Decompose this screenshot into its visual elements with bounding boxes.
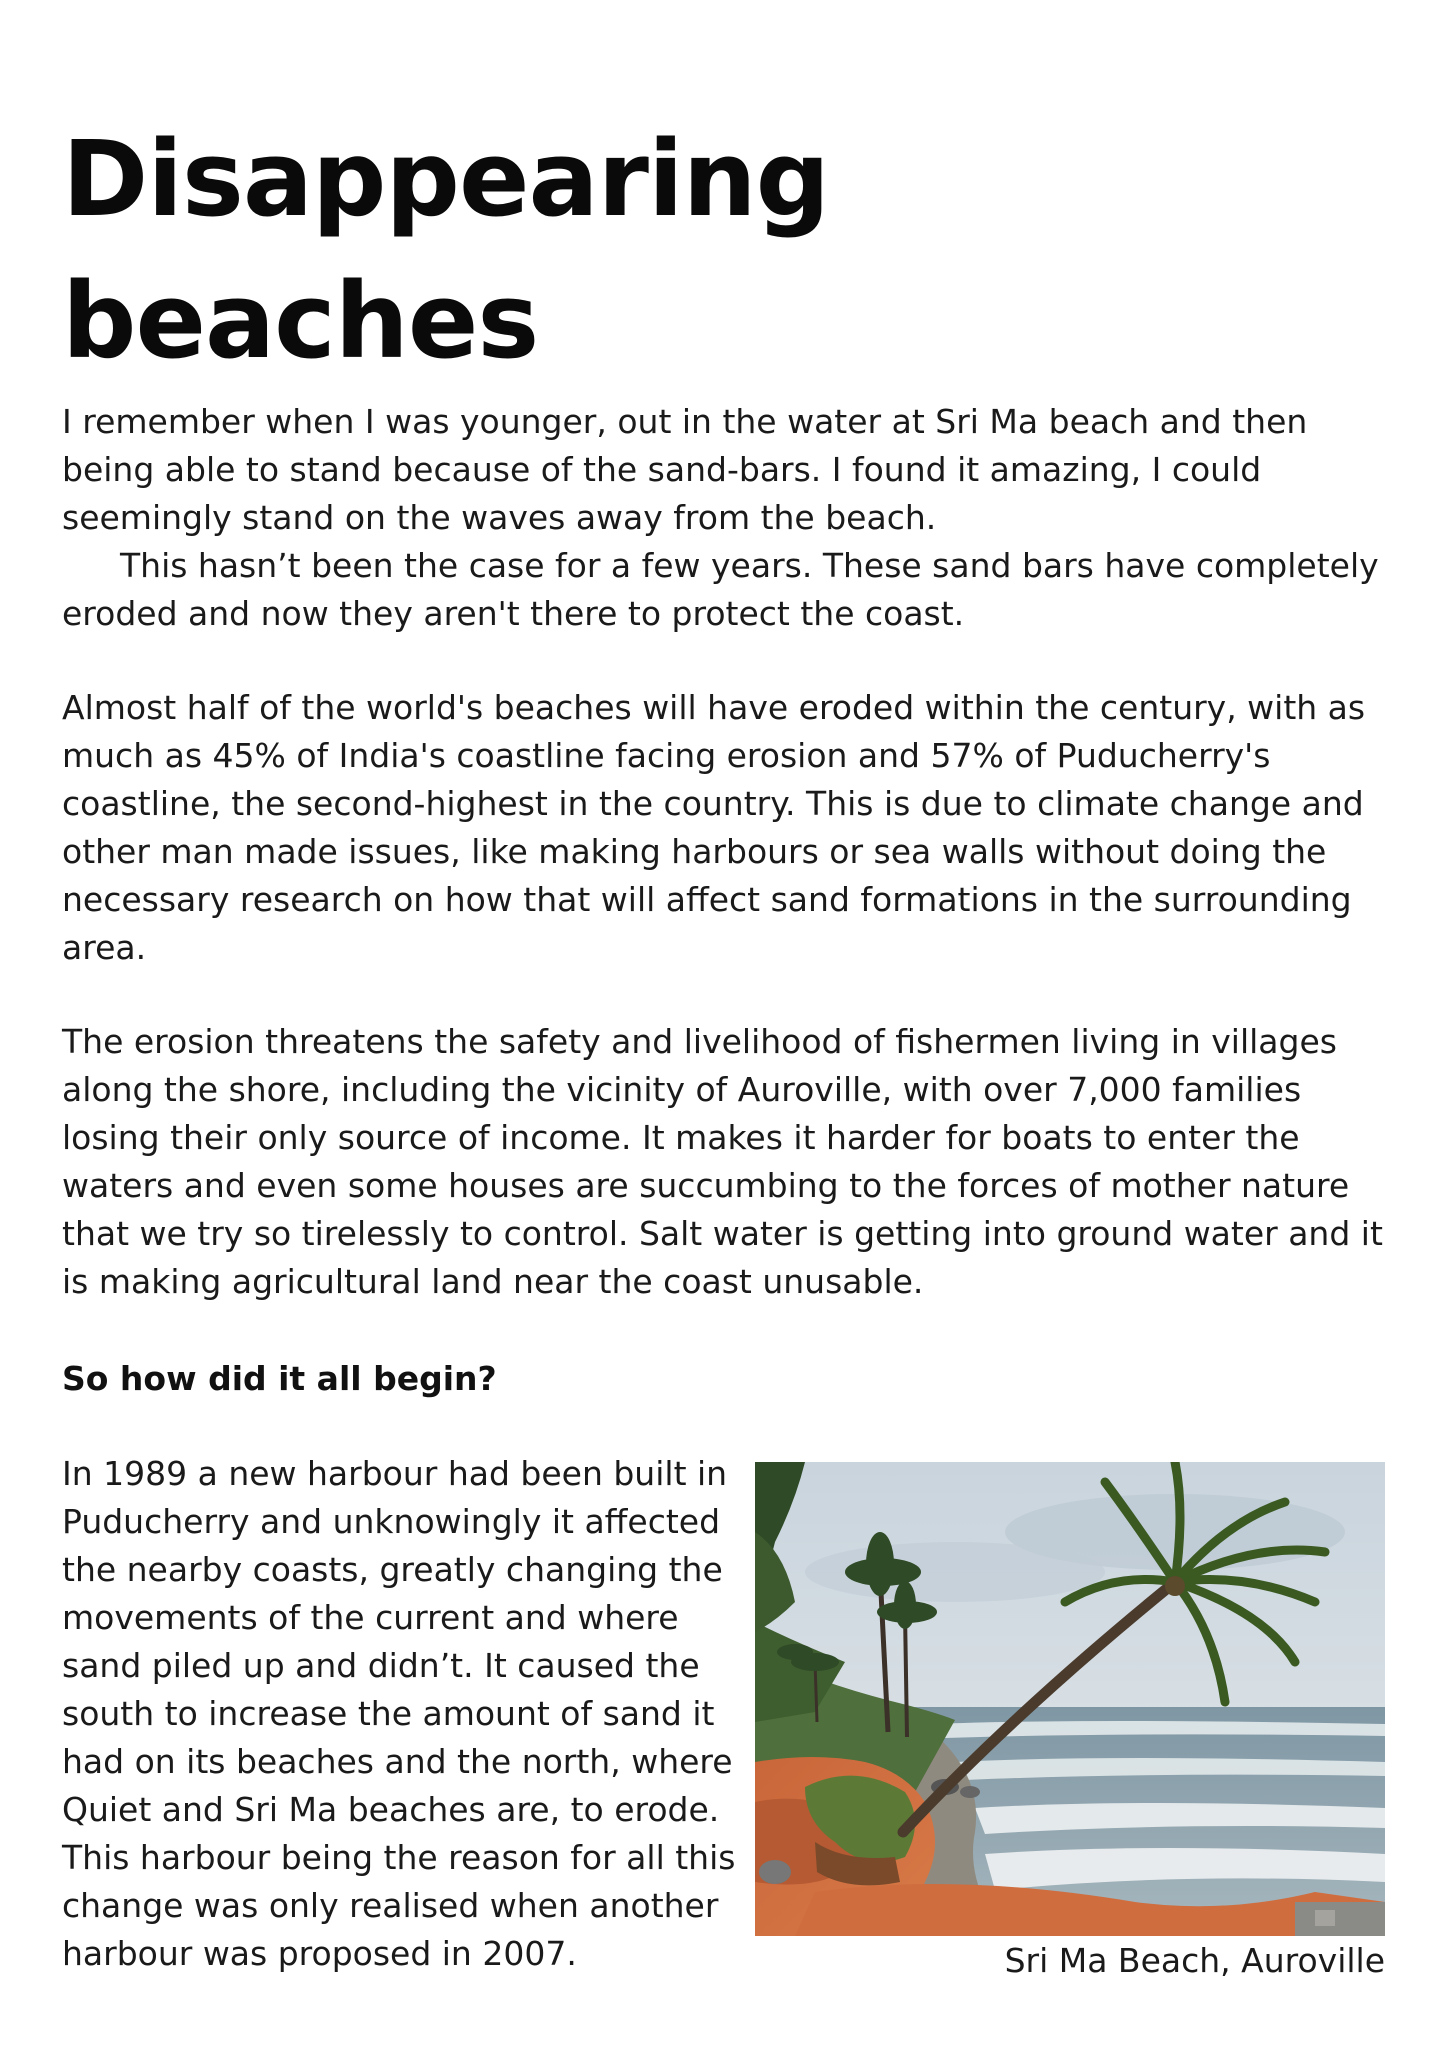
text-line: south to increase the amount of sand it xyxy=(62,1694,715,1733)
text-line: losing their only source of income. It makes it harder for boats to enter the xyxy=(62,1118,1300,1157)
text-line: being able to stand because of the sand-bars. I found it amazing, I could xyxy=(62,450,1262,489)
text-line: This harbour being the reason for all this xyxy=(62,1838,736,1877)
text-line: area. xyxy=(62,928,147,967)
text-line: seemingly stand on the waves away from the beach. xyxy=(62,498,937,537)
text-line: Puducherry and unknowingly it affected xyxy=(62,1502,721,1541)
intro-paragraph xyxy=(62,398,1379,638)
text-line: sand piled up and didn’t. It caused the xyxy=(62,1646,700,1685)
text-line: movements of the current and where xyxy=(62,1598,679,1637)
text-line: coastline, the second-highest in the country. This is due to climate change and xyxy=(62,784,1364,823)
section-heading: So how did it all begin? xyxy=(62,1359,497,1398)
photo-caption: Sri Ma Beach, Auroville xyxy=(1004,1941,1385,1980)
impact-paragraph xyxy=(62,1018,1383,1306)
title-line-2: beaches xyxy=(62,260,539,382)
text-line: harbour was proposed in 2007. xyxy=(62,1934,577,1973)
text-line: The erosion threatens the safety and livelihood of fishermen living in villages xyxy=(62,1022,1337,1061)
text-line: This hasn’t been the case for a few years. These sand bars have completely xyxy=(120,546,1379,585)
title-line-1: Disappearing xyxy=(62,118,830,240)
history-paragraph xyxy=(62,1450,742,1978)
text-line: the nearby coasts, greatly changing the xyxy=(62,1550,723,1589)
text-line: Almost half of the world's beaches will have eroded within the century, with as xyxy=(62,688,1366,727)
statistics-paragraph xyxy=(62,684,1365,972)
text-line: necessary research on how that will affect sand formations in the surrounding xyxy=(62,880,1352,919)
text-line: other man made issues, like making harbours or sea walls without doing the xyxy=(62,832,1327,871)
text-line: had on its beaches and the north, where xyxy=(62,1742,733,1781)
text-line: waters and even some houses are succumbing to the forces of mother nature xyxy=(62,1166,1350,1205)
text-line: along the shore, including the vicinity of Auroville, with over 7,000 families xyxy=(62,1070,1302,1109)
text-line: I remember when I was younger, out in the water at Sri Ma beach and then xyxy=(62,402,1308,441)
beach-erosion-photo xyxy=(755,1462,1385,1936)
text-line: In 1989 a new harbour had been built in xyxy=(62,1454,728,1493)
text-line: eroded and now they aren't there to protect the coast. xyxy=(62,594,965,633)
text-line: is making agricultural land near the coast unusable. xyxy=(62,1262,924,1301)
text-line: that we try so tirelessly to control. Salt water is getting into ground water and it xyxy=(62,1214,1383,1253)
text-line: Quiet and Sri Ma beaches are, to erode. xyxy=(62,1790,720,1829)
text-line: change was only realised when another xyxy=(62,1886,719,1925)
text-line: much as 45% of India's coastline facing erosion and 57% of Puducherry's xyxy=(62,736,1271,775)
page-title xyxy=(62,108,829,392)
